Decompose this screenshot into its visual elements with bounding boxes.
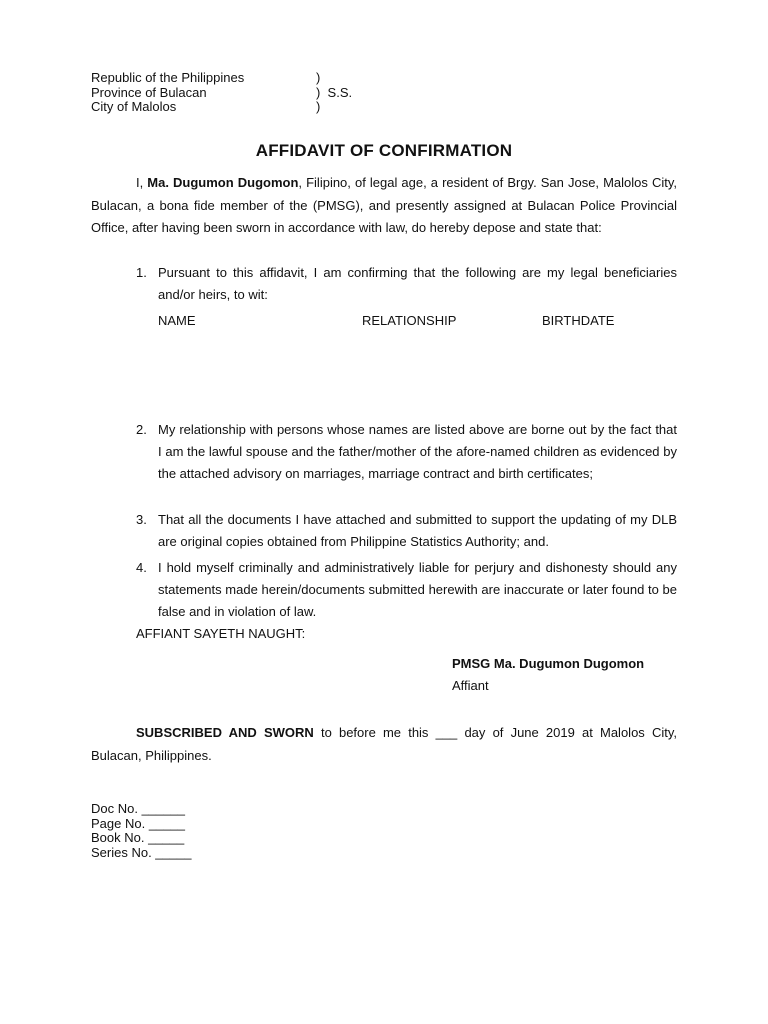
- item-text: My relationship with persons whose names are listed above are borne out by the fact that I am the lawful spouse and the father/mother of the afore-named children as evidenced by the attached advisory on marriages, marriage contract and birth certificates;: [158, 422, 677, 481]
- affiant-name-inline: Ma. Dugumon Dugomon: [147, 175, 299, 190]
- column-header-birthdate: BIRTHDATE: [542, 313, 615, 328]
- venue-place: Province of Bulacan: [91, 84, 207, 100]
- intro-prefix: I,: [136, 175, 148, 190]
- jurat-paragraph: [91, 722, 677, 767]
- item-text: That all the documents I have attached and submitted to support the updating of my DLB are original copies obtained from Philippine Statistics Authority; and.: [158, 512, 677, 549]
- venue-line: [91, 71, 352, 86]
- item-number: 1.: [136, 265, 147, 280]
- signature-name: PMSG Ma. Dugumon Dugomon: [452, 656, 645, 671]
- page-number-line: Page No. _____: [91, 815, 185, 831]
- series-number-line: Series No. _____: [91, 844, 192, 860]
- item-text: Pursuant to this affidavit, I am confirming that the following are my legal beneficiaries and/or heirs, to wit:: [158, 265, 677, 302]
- item-text: I hold myself criminally and administratively liable for perjury and dishonesty should any statements made herein/documents submitted herewith are inaccurate or later found to be false and in violation of law.: [158, 560, 677, 619]
- item-number: 4.: [136, 560, 147, 575]
- intro-paragraph: [91, 172, 677, 240]
- venue-place: Republic of the Philippines: [91, 70, 245, 85]
- document-title: AFFIDAVIT OF CONFIRMATION: [255, 141, 513, 160]
- venue-block: [91, 71, 352, 115]
- column-header-name: NAME: [158, 313, 196, 328]
- jurat-text: to before me this ___ day of June 2019 at Malolos City, Bulacan, Philippines.: [91, 725, 677, 763]
- item-number: 2.: [136, 422, 147, 437]
- signature-role: Affiant: [452, 678, 489, 693]
- item-number: 3.: [136, 512, 147, 527]
- closing-statement: AFFIANT SAYETH NAUGHT:: [136, 626, 306, 641]
- doc-number-line: Doc No. ______: [91, 801, 185, 816]
- venue-line: [91, 100, 352, 115]
- book-number-line: Book No. _____: [91, 830, 185, 845]
- intro-body: , Filipino, of legal age, a resident of Brgy. San Jose, Malolos City, Bulacan, a bona fide member of the (PMSG), and presently assigned at Bulacan Police Provincial Office, after having been sworn in accordance with law, do hereby depose and state that:: [91, 175, 677, 235]
- column-header-relationship: RELATIONSHIP: [362, 313, 457, 328]
- jurat-lead: SUBSCRIBED AND SWORN: [136, 725, 314, 740]
- venue-mark: ) S.S.: [316, 84, 353, 100]
- venue-line: [91, 86, 352, 101]
- notarial-register: [91, 802, 191, 860]
- venue-mark: ): [316, 70, 321, 85]
- venue-mark: ): [316, 99, 321, 114]
- venue-place: City of Malolos: [91, 99, 177, 114]
